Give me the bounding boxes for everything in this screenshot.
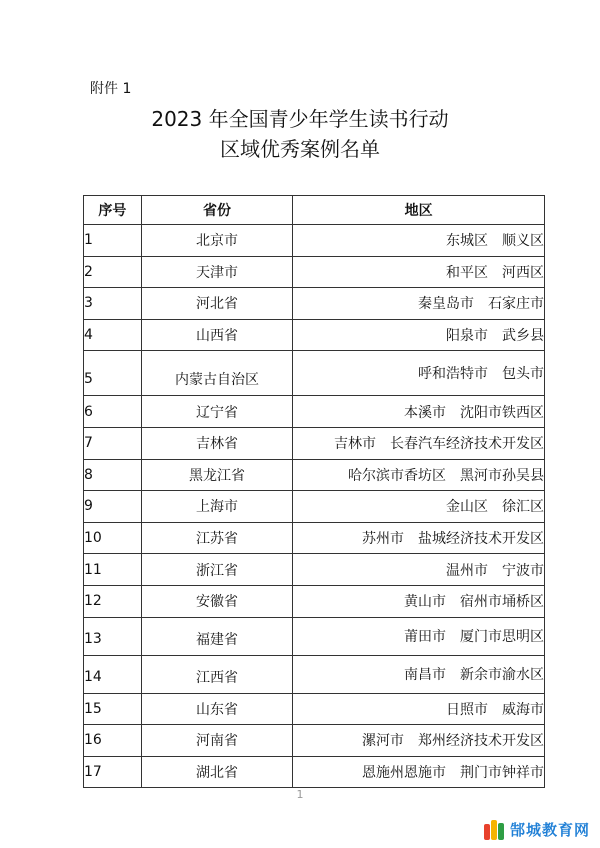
row-region: 苏州市 盐城经济技术开发区 [293,522,545,554]
watermark-text: 郜城教育网 [510,820,591,839]
row-number: 8 [84,459,142,491]
row-number: 16 [84,725,142,757]
row-region: 日照市 威海市 [293,693,545,725]
row-province: 上海市 [141,491,292,523]
row-number: 5 [84,351,142,396]
table-row [84,288,545,320]
row-region: 和平区 河西区 [293,256,545,288]
table-row [84,756,545,788]
row-number: 1 [84,225,142,257]
case-list-table [83,195,545,788]
row-province: 河北省 [141,288,292,320]
table-row [84,522,545,554]
row-province: 安徽省 [141,585,292,617]
attachment-label: 附件 1 [90,81,132,97]
table-row [84,396,545,428]
row-region: 哈尔滨市香坊区 黑河市孙吴县 [293,459,545,491]
row-province: 福建省 [141,617,292,655]
table-row [84,351,545,396]
row-province: 天津市 [141,256,292,288]
row-region: 漯河市 郑州经济技术开发区 [293,725,545,757]
table-row [84,256,545,288]
row-region: 金山区 徐汇区 [293,491,545,523]
table-row [84,617,545,655]
table-row [84,585,545,617]
row-region: 本溪市 沈阳市铁西区 [293,396,545,428]
table-row [84,655,545,693]
table-header-row [84,196,545,225]
document-title-line-2: 区域优秀案例名单 [220,137,380,161]
row-province: 内蒙古自治区 [141,351,292,396]
column-header-province: 省份 [141,196,292,225]
row-province: 北京市 [141,225,292,257]
row-number: 7 [84,427,142,459]
document-title-line-1: 2023 年全国青少年学生读书行动 [151,107,449,131]
row-region: 呼和浩特市 包头市 [293,351,545,396]
table-row [84,427,545,459]
row-province: 浙江省 [141,554,292,586]
row-province: 河南省 [141,725,292,757]
row-number: 4 [84,319,142,351]
row-province: 黑龙江省 [141,459,292,491]
table-row [84,693,545,725]
table-row [84,491,545,523]
row-region: 温州市 宁波市 [293,554,545,586]
row-region: 秦皇岛市 石家庄市 [293,288,545,320]
row-number: 17 [84,756,142,788]
table-row [84,725,545,757]
row-region: 恩施州恩施市 荆门市钟祥市 [293,756,545,788]
table-row [84,225,545,257]
row-region: 吉林市 长春汽车经济技术开发区 [293,427,545,459]
column-header-number: 序号 [84,196,142,225]
row-province: 辽宁省 [141,396,292,428]
row-region: 阳泉市 武乡县 [293,319,545,351]
row-number: 12 [84,585,142,617]
books-icon [484,818,506,840]
row-number: 10 [84,522,142,554]
row-number: 13 [84,617,142,655]
page-number: 1 [296,788,304,801]
row-number: 14 [84,655,142,693]
table-row [84,319,545,351]
row-region: 南昌市 新余市渝水区 [293,655,545,693]
row-number: 2 [84,256,142,288]
watermark [484,816,590,842]
row-number: 11 [84,554,142,586]
table-row [84,459,545,491]
row-province: 山西省 [141,319,292,351]
row-region: 黄山市 宿州市埇桥区 [293,585,545,617]
row-number: 3 [84,288,142,320]
row-region: 东城区 顺义区 [293,225,545,257]
table-row [84,554,545,586]
row-province: 江西省 [141,655,292,693]
row-province: 山东省 [141,693,292,725]
row-number: 9 [84,491,142,523]
row-province: 江苏省 [141,522,292,554]
row-region: 莆田市 厦门市思明区 [293,617,545,655]
row-number: 15 [84,693,142,725]
column-header-region: 地区 [293,196,545,225]
row-province: 湖北省 [141,756,292,788]
row-number: 6 [84,396,142,428]
row-province: 吉林省 [141,427,292,459]
